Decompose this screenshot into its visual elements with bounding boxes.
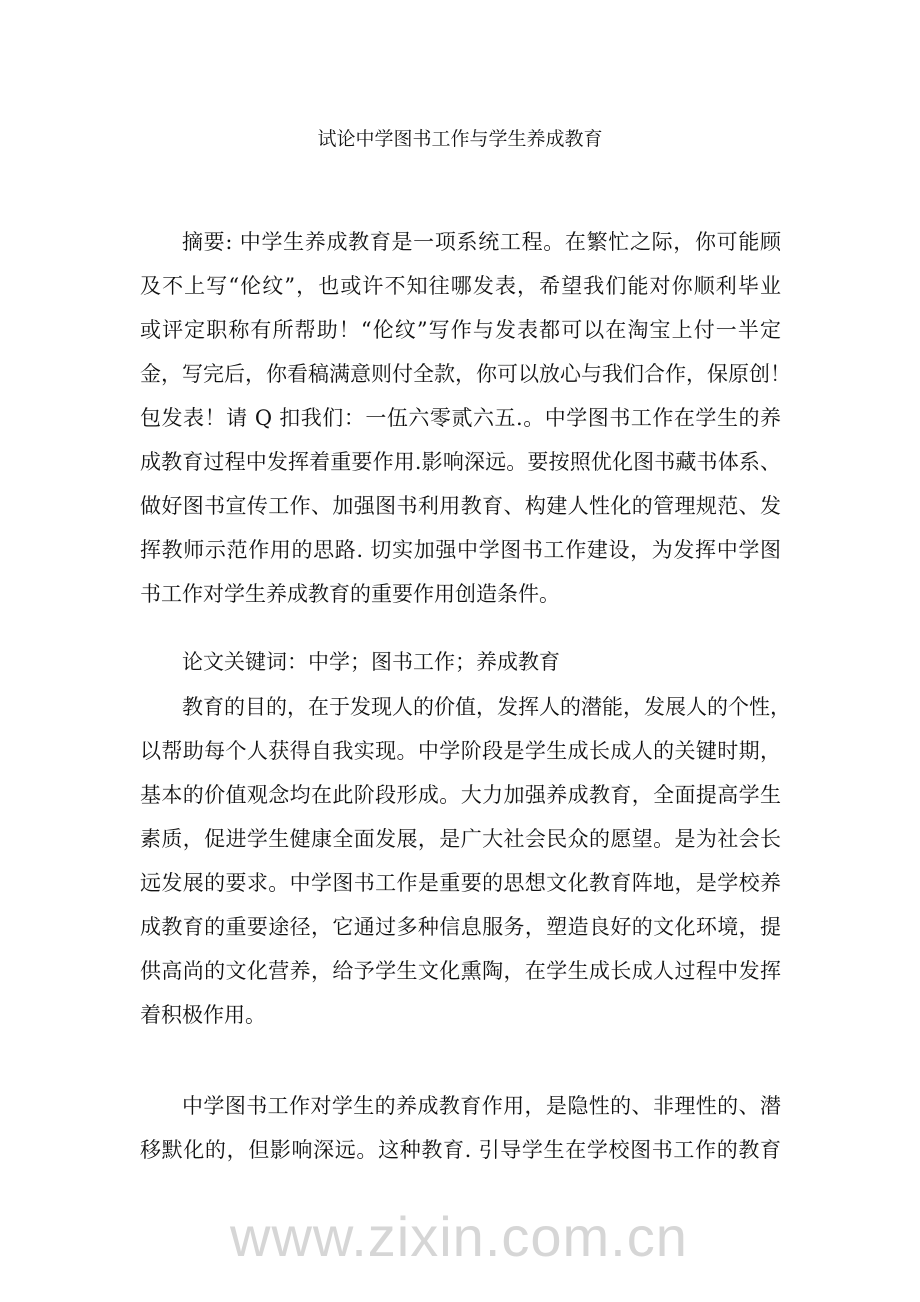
text-line: 或评定职称有所帮助！“伦纹”写作与发表都可以在淘宝上付一半定 [140, 318, 781, 342]
text-line: 成教育的重要途径，它通过多种信息服务，塑造良好的文化环境，提 [140, 915, 781, 939]
text-line: 做好图书宣传工作、加强图书利用教育、构建人性化的管理规范、发 [140, 494, 781, 518]
text-line: 素质，促进学生健康全面发展，是广大社会民众的愿望。是为社会长 [140, 827, 781, 851]
text-line: 远发展的要求。中学图书工作是重要的思想文化教育阵地，是学校养 [140, 871, 781, 895]
keywords: 论文关键词：中学；图书工作；养成教育 [182, 650, 560, 674]
text-line: 着积极作用。 [140, 1003, 266, 1027]
text-line: 成教育过程中发挥着重要作用.影响深远。要按照优化图书藏书体系、 [140, 450, 781, 474]
text-line: 包发表！请 Q 扣我们：一伍六零贰六五.。中学图书工作在学生的养 [140, 406, 781, 430]
text-line: 书工作对学生养成教育的重要作用创造条件。 [140, 582, 560, 606]
text-line: 供高尚的文化营养，给予学生文化熏陶，在学生成长成人过程中发挥 [140, 959, 781, 983]
text-line: 移默化的，但影响深远。这种教育. 引导学生在学校图书工作的教育 [140, 1138, 781, 1162]
text-line: 以帮助每个人获得自我实现。中学阶段是学生成长成人的关键时期， [140, 739, 781, 763]
text-line: 金，写完后，你看稿满意则付全款，你可以放心与我们合作，保原创！ [140, 362, 791, 386]
document-title: 试论中学图书工作与学生养成教育 [317, 128, 603, 150]
text-line: 及不上写“伦纹”，也或许不知往哪发表，希望我们能对你顺利毕业 [140, 274, 781, 298]
text-line: 挥教师示范作用的思路. 切实加强中学图书工作建设，为发挥中学图 [140, 538, 781, 562]
text-line: 中学图书工作对学生的养成教育作用，是隐性的、非理性的、潜 [182, 1094, 781, 1118]
watermark: www.zixin.com.cn [230, 1205, 688, 1268]
text-line: 摘要: 中学生养成教育是一项系统工程。在繁忙之际，你可能顾 [182, 230, 781, 254]
text-line: 基本的价值观念均在此阶段形成。大力加强养成教育，全面提高学生 [140, 783, 781, 807]
text-line: 教育的目的，在于发现人的价值，发挥人的潜能，发展人的个性， [182, 695, 791, 719]
